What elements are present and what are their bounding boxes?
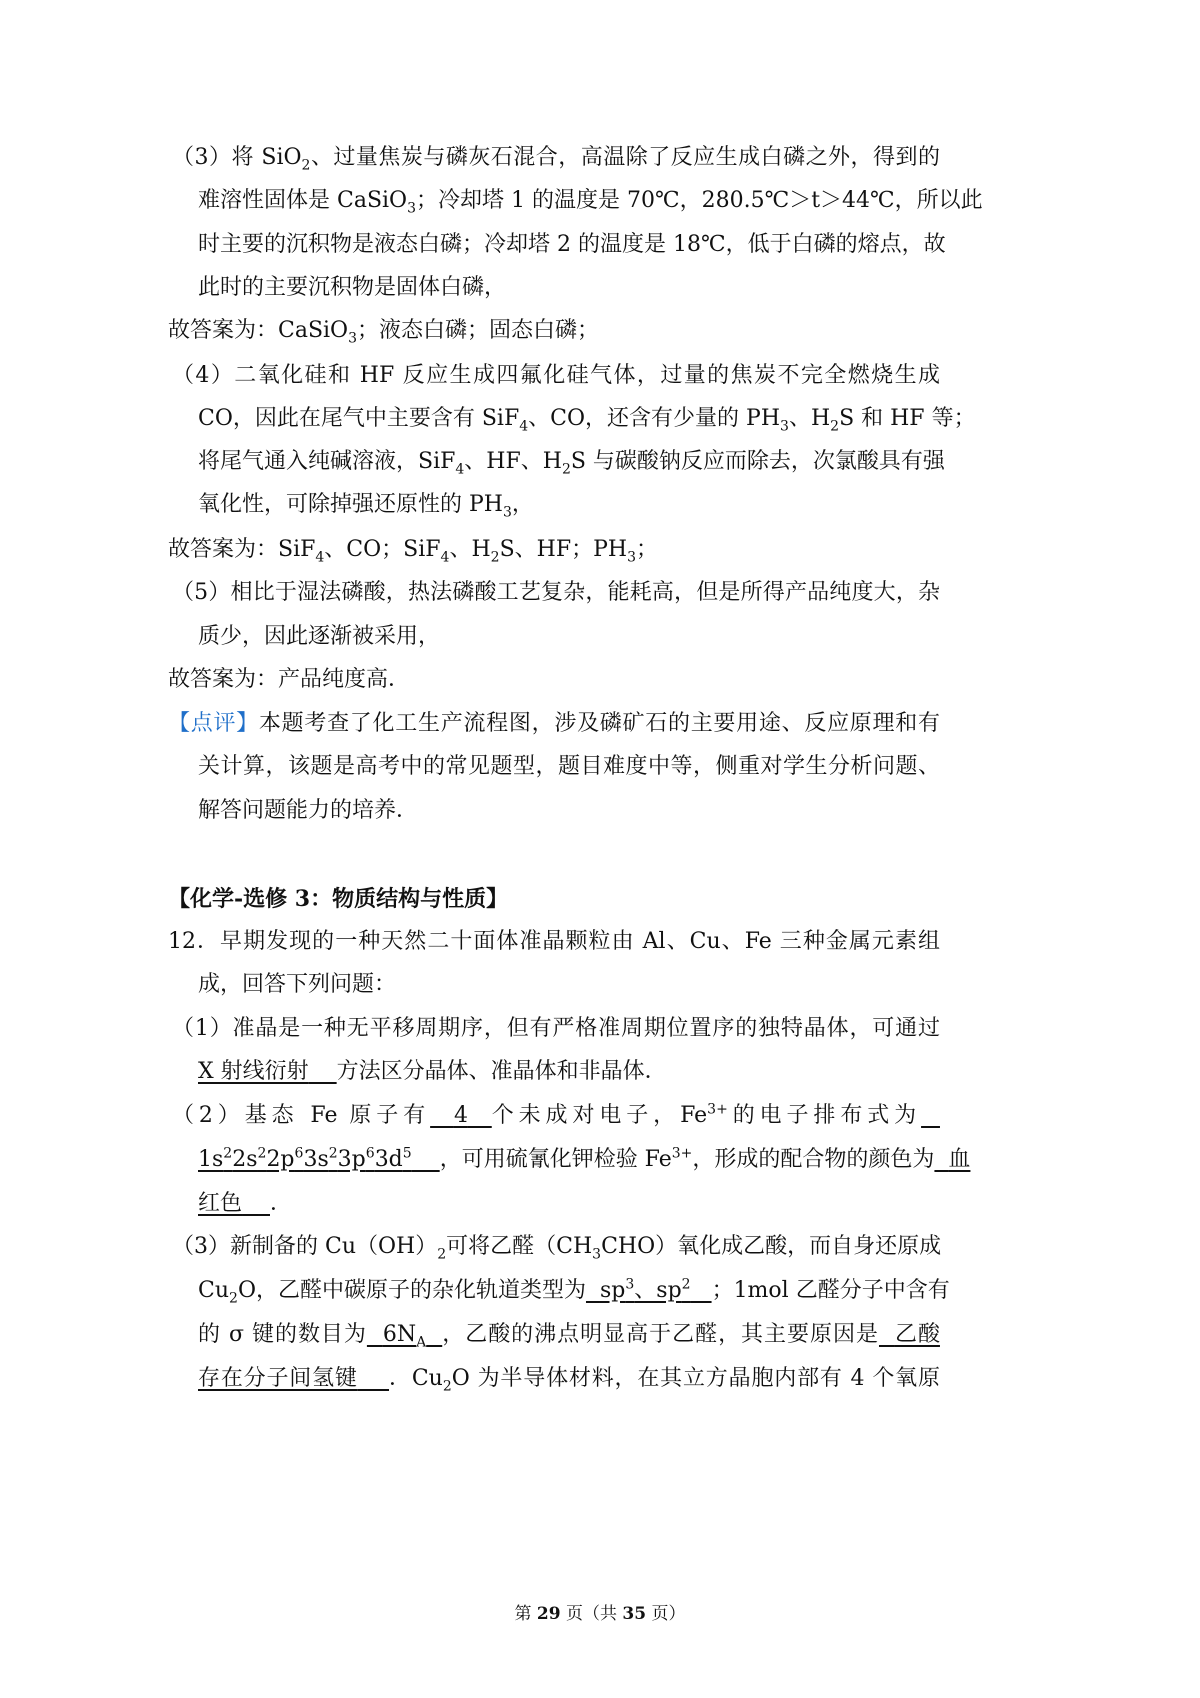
s4-line-3: 将尾气通入纯碱溶液，SiF$_4$、HF、$H_2S$ 与碳酸钠反应而除去，次氯酸具有强 — [198, 449, 945, 478]
page-total: 35 — [622, 1604, 647, 1624]
q12-part2-line-3: 红色 ． — [198, 1191, 293, 1216]
q12-part2-line-2: $1s^22s^22p^63s^23p^63d^5$ ，可用硫氰化钾检验 $Fe^{3+}$，形成的配合物的颜色为 血 — [198, 1145, 971, 1172]
answer-blank: 存在分子间氢键 — [198, 1366, 358, 1391]
s4-line-4: 氧化性，可除掉强还原性的 $PH_3$， — [198, 492, 534, 521]
orbital-electron-count: 2 — [328, 1145, 338, 1162]
s4-line-1: （4）二氧化硅和 HF 反应生成四氟化硅气体，过量的焦炭不完全燃烧生成 — [172, 363, 940, 388]
q12-part3-line-3: 的 σ 键的数目为 $6N_A$ ，乙酸的沸点明显高于乙醛，其主要原因是 乙酸 — [198, 1322, 940, 1351]
orbital-label: 1s — [198, 1147, 224, 1172]
comment-tag: 【点评】 — [168, 711, 259, 736]
orbital-label: 3s — [303, 1147, 329, 1172]
comment-line-2: 关计算，该题是高考中的常见题型，题目难度中等，侧重对学生分析问题、 — [198, 754, 940, 779]
answer-blank: 乙酸 — [894, 1322, 940, 1347]
orbital-label: 3d — [374, 1147, 403, 1172]
orbital-electron-count: 2 — [257, 1145, 267, 1162]
section-title: 【化学-选修 3：物质结构与性质】 — [168, 886, 509, 912]
s5-line-2: 质少，因此逐渐被采用， — [198, 624, 441, 649]
answer-blank — [198, 1147, 440, 1172]
orbital-electron-count: 2 — [223, 1145, 233, 1162]
s3-line-3: 时主要的沉积物是液态白磷；冷却塔 2 的温度是 18℃，低于白磷的熔点，故 — [198, 232, 946, 257]
orbital-electron-count: 5 — [402, 1145, 412, 1162]
orbital-label: 2p — [266, 1147, 295, 1172]
answer-blank: X 射线衍射 — [198, 1059, 309, 1084]
q12-line-2: 成，回答下列问题： — [198, 972, 397, 997]
q12-line-1: 12．早期发现的一种天然二十面体准晶颗粒由 Al、Cu、Fe 三种金属元素组 — [168, 929, 940, 954]
s3-answer: 故答案为：CaSiO$_3$；液态白磷；固态白磷； — [168, 318, 600, 347]
q12-part3-line-2: $Cu_2O$，乙醛中碳原子的杂化轨道类型为 $sp^3$、$sp^2$ ；1mol 乙醛分子中含有 — [198, 1276, 950, 1307]
q12-part2-line-1: （2）基态 Fe 原子有 4 个未成对电子，$Fe^{3+}$的电子排布式为 — [172, 1101, 922, 1128]
s3-line-2: 难溶性固体是 CaSiO$_3$；冷却塔 1 的温度是 70℃，280.5℃＞t＞44℃，所以此 — [198, 188, 983, 217]
answer-blank: 血 — [948, 1147, 971, 1172]
orbital-label: 2s — [232, 1147, 258, 1172]
answer-blank: $sp^3$、$sp^2$ — [599, 1276, 691, 1303]
q12-part3-line-1: （3）新制备的 $Cu(OH)_2$可将乙醛$(CH_3CHO)$氧化成乙酸，而自身还原成 — [172, 1234, 942, 1263]
s5-answer: 故答案为：产品纯度高． — [168, 667, 411, 692]
page-number: 29 — [536, 1604, 561, 1624]
comment-line-3: 解答问题能力的培养． — [198, 798, 419, 823]
answer-blank: 4 — [453, 1103, 468, 1128]
comment-line-1: 【点评】本题考查了化工生产流程图，涉及磷矿石的主要用途、反应原理和有 — [168, 711, 940, 736]
answer-blank: $6N_A$ — [382, 1322, 427, 1351]
s3-line-1: （3）将 SiO$_2$、过量焦炭与磷灰石混合，高温除了反应生成白磷之外，得到的 — [172, 145, 940, 174]
q12-part3-line-4: 存在分子间氢键 ．$Cu_2O$ 为半导体材料，在其立方晶胞内部有 4 个氧原 — [198, 1366, 940, 1395]
page-footer: 第 29 页（共 35 页） — [514, 1604, 686, 1624]
orbital-electron-count: 6 — [294, 1145, 304, 1162]
s4-answer: 故答案为：SiF$_4$、CO；SiF$_4$、$H_2S$、HF；$PH_3$； — [168, 537, 659, 566]
s4-line-2: CO，因此在尾气中主要含有 SiF$_4$、CO，还含有少量的 $PH_3$、$H_2S$ 和 HF 等； — [198, 406, 976, 435]
s3-line-4: 此时的主要沉积物是固体白磷， — [198, 275, 507, 300]
s5-line-1: （5）相比于湿法磷酸，热法磷酸工艺复杂，能耗高，但是所得产品纯度大，杂 — [172, 580, 940, 605]
answer-blank: 红色 — [198, 1191, 243, 1216]
orbital-label: 3p — [337, 1147, 366, 1172]
q12-part1-line-1: （1）准晶是一种无平移周期序，但有严格准周期位置序的独特晶体，可通过 — [172, 1016, 940, 1041]
q12-part1-line-2: X 射线衍射 方法区分晶体、准晶体和非晶体． — [198, 1059, 667, 1084]
orbital-electron-count: 6 — [365, 1145, 375, 1162]
